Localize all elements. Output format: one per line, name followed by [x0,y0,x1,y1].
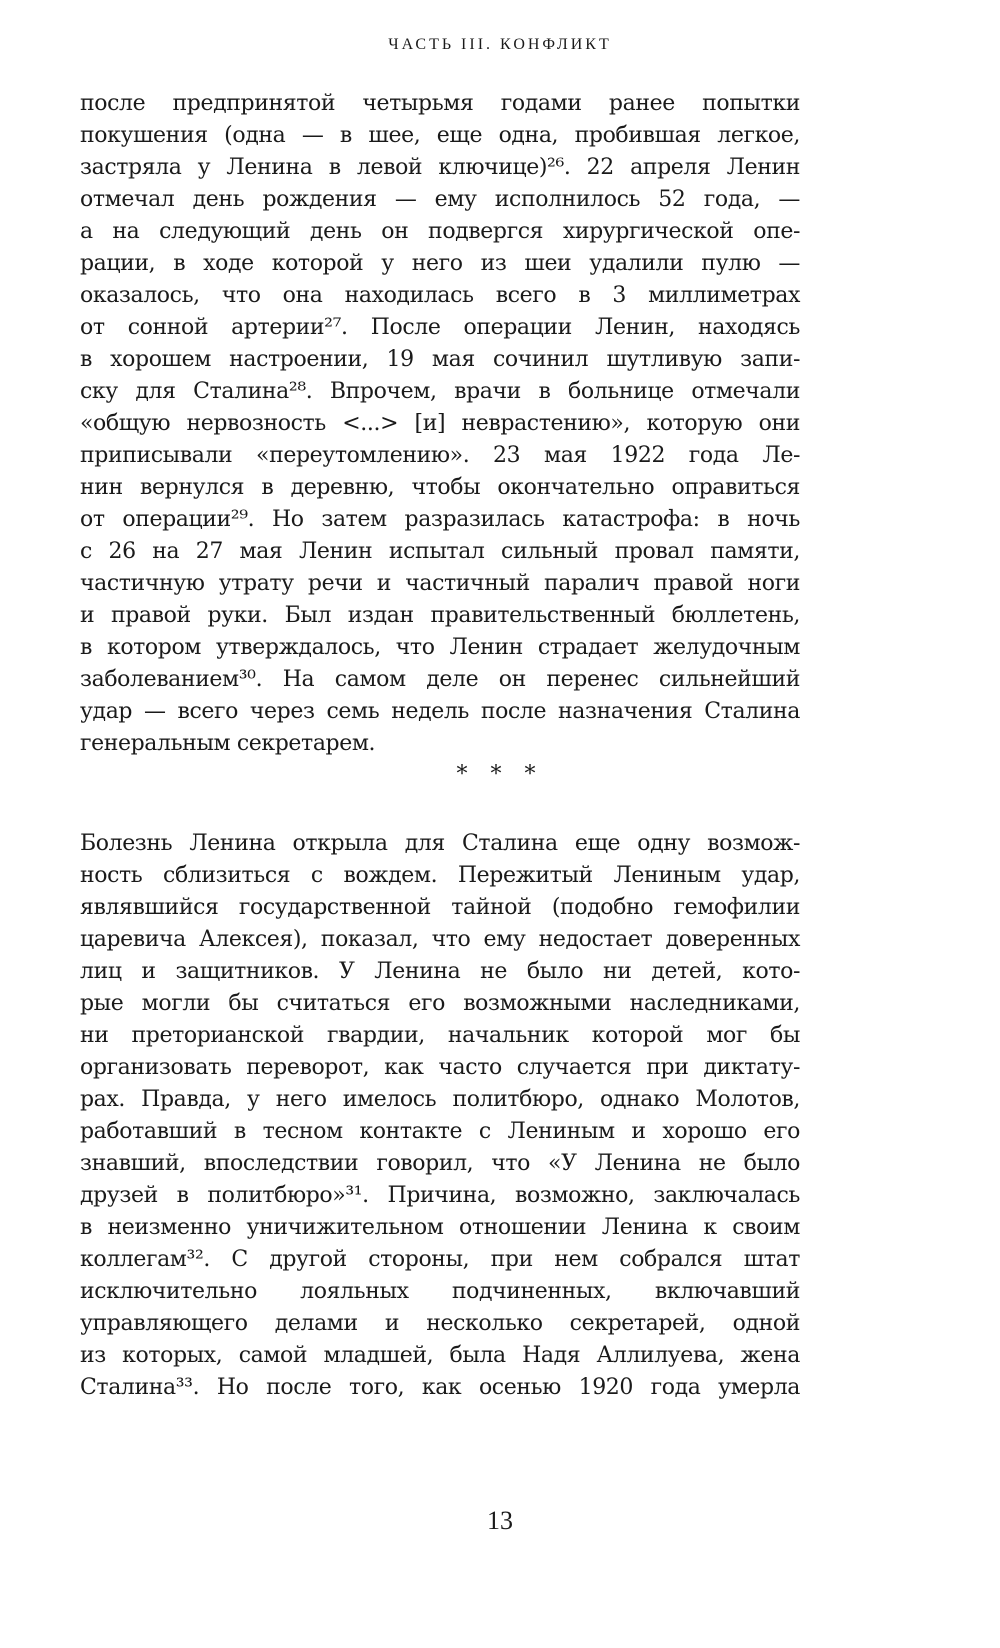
text-line: застряла у Ленина в левой ключице)²⁶. 22 апреля Ленин [80,155,800,180]
text-line: генеральным секретарем. [80,731,376,756]
text-line: и правой руки. Был издан правительственный бюллетень, [80,603,800,628]
text-line: в хорошем настроении, 19 мая сочинил шутливую запи- [80,347,800,372]
running-head: ЧАСТЬ III. КОНФЛИКТ [388,36,612,53]
text-line: оказалось, что она находилась всего в 3 миллиметрах [80,283,800,308]
text-line: исключительно лояльных подчиненных, включавший [80,1279,800,1304]
text-line: рые могли бы считаться его возможными наследниками, [80,991,800,1016]
paragraph-2 [80,828,800,1404]
text-line: отмечал день рождения — ему исполнилось 52 года, — [80,187,800,212]
text-line: а на следующий день он подвергся хирургической опе- [80,219,800,244]
text-line: удар — всего через семь недель после назначения Сталина [80,699,800,724]
text-line: работавший в тесном контакте с Лениным и хорошо его [80,1119,800,1144]
text-line: нин вернулся в деревню, чтобы окончательно оправиться [80,475,800,500]
text-line: из которых, самой младшей, была Надя Аллилуева, жена [80,1343,800,1368]
text-line: приписывали «переутомлению». 23 мая 1922 года Ле- [80,443,800,468]
text-line: рах. Правда, у него имелось политбюро, однако Молотов, [80,1087,800,1112]
text-line: в котором утверждалось, что Ленин страдает желудочным [80,635,800,660]
text-line: заболеванием³⁰. На самом деле он перенес сильнейший [80,667,800,692]
text-line: «общую нервозность <...> [и] неврастению», которую они [80,411,800,436]
text-line: царевича Алексея), показал, что ему недостает доверенных [80,927,800,952]
page-number: 13 [487,1506,513,1535]
text-line: Болезнь Ленина открыла для Сталина еще одну возмож- [80,831,800,856]
section-divider: * * * [456,762,544,787]
text-line: ни преторианской гвардии, начальник которой мог бы [80,1023,800,1048]
text-line: от операции²⁹. Но затем разразилась катастрофа: в ночь [80,507,800,532]
text-line: знавший, впоследствии говорил, что «У Ленина не было [80,1151,800,1176]
text-line: организовать переворот, как часто случается при диктату- [80,1055,800,1080]
text-line: Сталина³³. Но после того, как осенью 1920 года умерла [80,1375,800,1400]
text-line: частичную утрату речи и частичный паралич правой ноги [80,571,800,596]
text-line: ность сблизиться с вождем. Пережитый Лениным удар, [80,863,800,888]
text-line: рации, в ходе которой у него из шеи удалили пулю — [80,251,800,276]
text-line: лиц и защитников. У Ленина не было ни детей, кото- [80,959,800,984]
text-line: коллегам³². С другой стороны, при нем собрался штат [80,1247,800,1272]
text-line: после предпринятой четырьмя годами ранее попытки [80,91,800,116]
text-line: ску для Сталина²⁸. Впрочем, врачи в больнице отмечали [80,379,800,404]
text-line: управляющего делами и несколько секретарей, одной [80,1311,800,1336]
text-line: с 26 на 27 мая Ленин испытал сильный провал памяти, [80,539,800,564]
text-line: являвшийся государственной тайной (подобно гемофилии [80,895,800,920]
text-line: в неизменно уничижительном отношении Ленина к своим [80,1215,800,1240]
text-line: от сонной артерии²⁷. После операции Ленин, находясь [80,315,800,340]
text-line: друзей в политбюро»³¹. Причина, возможно, заключалась [80,1183,800,1208]
text-line: покушения (одна — в шее, еще одна, пробившая легкое, [80,123,800,148]
paragraph-1 [80,88,800,760]
